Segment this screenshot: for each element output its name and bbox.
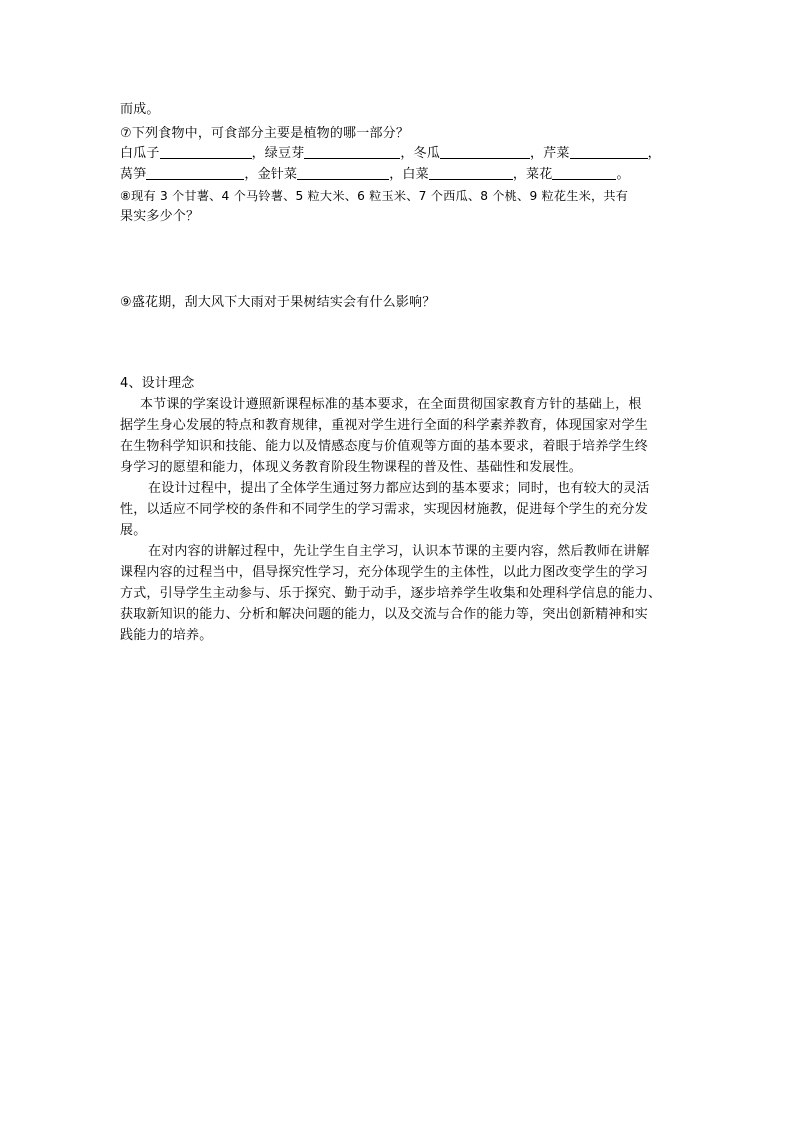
q9-question: ⑨盛花期，刮大风下大雨对于果树结实会有什么影响？ [120, 295, 436, 310]
answer-blank [160, 144, 252, 159]
para3-line: 获取新知识的能力、分析和解决问题的能力，以及交流与合作的能力等，突出创新精神和实 [120, 607, 649, 622]
para3-line: 课程内容的过程当中，倡导探究性学习，充分体现学生的主体性，以此力图改变学生的学习 [120, 565, 649, 580]
q7-item-label: 莴笋 [120, 167, 147, 182]
answer-blank [552, 165, 616, 180]
q7-question: ⑦下列食物中，可食部分主要是植物的哪一部分？ [120, 126, 410, 141]
q7-item-label: ，金针菜 [244, 167, 298, 182]
para2-line: 性，以适应不同学校的条件和不同学生的学习需求，实现因材施教，促进每个学生的充分发 [120, 502, 649, 517]
q6-tail-text: 而成。 [120, 102, 160, 117]
q7-item-label: ，菜花 [512, 167, 553, 182]
answer-blank [297, 165, 389, 180]
para3-line: 在对内容的讲解过程中，先让学生自主学习，认识本节课的主要内容，然后教师在讲解 [148, 544, 650, 559]
answer-blank [304, 144, 400, 159]
q7-row2 [120, 165, 630, 185]
para1-line: 在生物科学知识和技能、能力以及情感态度与价值观等方面的基本要求，着眼于培养学生终 [120, 439, 649, 454]
q7-row1 [120, 144, 661, 164]
section4-heading: 4、设计理念 [120, 376, 195, 391]
q7-item-label: ，绿豆芽 [251, 146, 305, 161]
q7-item-label: ，芹菜 [530, 146, 570, 161]
answer-blank [440, 144, 530, 159]
q8-line1: ⑧现有 3 个甘薯、4 个马铃薯、5 粒大米、6 粒玉米、7 个西瓜、8 个桃、9 粒花生米，共有 [120, 189, 629, 203]
q7-item-label: ，冬瓜 [400, 146, 441, 161]
para1-line: 本节课的学案设计遵照新课程标准的基本要求，在全面贯彻国家教育方针的基础上，根 [140, 397, 642, 412]
para2-line: 在设计过程中，提出了全体学生通过努力都应达到的基本要求；同时，也有较大的灵活 [148, 481, 650, 496]
para2-line: 展。 [120, 523, 147, 538]
q7-item-label: 。 [616, 167, 630, 182]
q7-item-label: 白瓜子 [120, 146, 160, 161]
para1-line: 据学生身心发展的特点和教育规律，重视对学生进行全面的科学素养教育，体现国家对学生 [120, 418, 649, 433]
para3-line: 践能力的培养。 [120, 628, 213, 643]
q8-line2: 果实多少个？ [120, 209, 200, 224]
para1-line: 身学习的愿望和能力，体现义务教育阶段生物课程的普及性、基础性和发展性。 [120, 460, 583, 475]
answer-blank [429, 165, 513, 180]
q7-item-label: ，白菜 [389, 167, 429, 182]
answer-blank [146, 165, 244, 180]
answer-blank [570, 144, 648, 159]
q7-item-label: ， [647, 146, 661, 161]
para3-line: 方式，引导学生主动参与、乐于探究、勤于动手，逐步培养学生收集和处理科学信息的能力、 [120, 586, 662, 601]
